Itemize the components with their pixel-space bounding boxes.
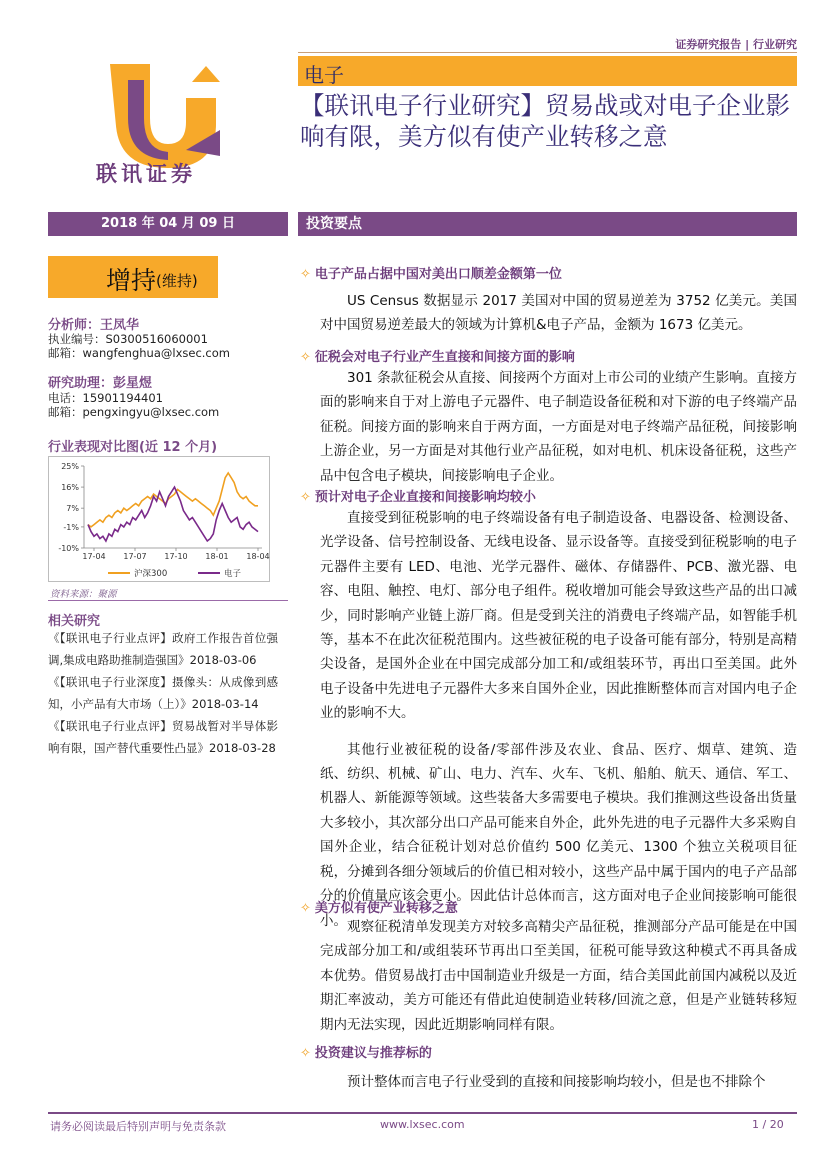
- diamond-icon: ✧: [300, 490, 311, 505]
- rating-sub: (维持): [156, 272, 198, 290]
- analyst-label: 分析师：王凤华: [48, 318, 140, 333]
- related-item[interactable]: 《【联讯电子行业深度】摄像头：从成像到感知，小产品有大市场（上）》2018-03-14: [48, 675, 278, 711]
- section-body: 直接受到征税影响的电子终端设备有电子制造设备、电器设备、检测设备、光学设备、信号控制设备、无线电设备、显示设备等。直接受到征税影响的电子元器件主要有 LED、电池、光学元器件、磁体、存储器件、PCB、激光器、电容、电阻、触控、电灯、部分电子组件。税收增加可能会导致这些产品的出口减少，同时影响产业链上游厂商。但是受到关注的消费电子终端产品，如智能手机等，基本不在此次征税范围内。这些被征税的电子设备可能有部分，特别是高精尖设备，是国外企业在中国完成部分加工和/或组装环节，再出口至美国。此外电子设备中先进电子元器件大多来自国外企业，因此推断整体而言对国内电子企业的影响不大。 其他行业被征税的设备/零部件涉及农业、食品、医疗、烟草、建筑、造纸、纺织、机械、矿山、电力、汽车、火车、飞机、船舶、航天、通信、军工、机器人、新能源等领域。这些装备大多需要电子模块。我们推测这些设备出货量大多较小，其次部分出口产品可能来自外企，此外先进的电子元器件大多采购自国外企业，结合征税计划对总价值约 500 亿美元、1300 个独立关税项目征税，分摊到各细分领域后的价值已相对较小，这些产品中属于国内的电子产品部分的价值量应该会更小。因此估计总体而言，这方面对电子企业间接影响可能很小。: [320, 510, 797, 929]
- footer-rule: [48, 1112, 797, 1114]
- footer-disclaimer[interactable]: 请务必阅读最后特别声明与免责条款: [50, 1120, 226, 1133]
- diamond-icon: ✧: [300, 1046, 311, 1061]
- analyst-cert: 执业编号：S0300516060001: [48, 332, 208, 346]
- diamond-icon: ✧: [300, 350, 311, 365]
- section-heading: ✧ 美方似有使产业转移之意: [300, 901, 458, 916]
- section-heading: ✧ 投资建议与推荐标的: [300, 1046, 432, 1061]
- industry-performance-chart: [48, 456, 270, 582]
- diamond-icon: ✧: [300, 901, 311, 916]
- rating-badge: [48, 256, 218, 298]
- x-tick-label: 18-01: [205, 552, 229, 561]
- x-tick-label: 17-10: [164, 552, 188, 561]
- divider: [48, 600, 288, 601]
- series-line: [88, 473, 258, 527]
- analyst-email[interactable]: 邮箱：wangfenghua@lxsec.com: [48, 346, 230, 360]
- assistant-label: 研究助理：彭星煜: [48, 376, 153, 391]
- report-title: 【联讯电子行业研究】贸易战或对电子企业影响有限，美方似有使产业转移之意: [300, 91, 790, 151]
- section-body: 观察征税清单发现美方对较多高精尖产品征税，推测部分产品可能是在中国完成部分加工和/或组装环节再出口至美国，征税可能导致这种模式不再具备成本优势。借贸易战打击中国制造业升级是一方面，结合美国此前国内减税以及近期汇率波动，美方可能还有借此迫使制造业转移/回流之意，但是产业链转移短期内无法实现，因此近期影响同样有限。: [320, 919, 797, 1033]
- section-body: 301 条款征税会从直接、间接两个方面对上市公司的业绩产生影响。直接方面的影响来自于对上游电子元器件、电子制造设备征税和对下游的电子终端产品征税。间接方面的影响来自于两方面，一方面是对电子终端产品征税，间接影响上游企业，另一方面是对其他行业产品征税，如对电机、机床设备征税，这些产品中包含电子模块，间接影响电子企业。: [320, 370, 797, 484]
- assistant-email[interactable]: 邮箱：pengxingyu@lxsec.com: [48, 405, 220, 419]
- invest-points-header: 投资要点: [298, 212, 797, 236]
- sector-band: [298, 56, 797, 86]
- section-heading: ✧ 预计对电子企业直接和间接影响均较小: [300, 490, 536, 505]
- sector-label: 电子: [304, 63, 344, 87]
- x-tick-label: 17-04: [82, 552, 106, 561]
- x-tick-label: 18-04: [246, 552, 270, 561]
- y-tick-label: -10%: [58, 544, 79, 553]
- related-item[interactable]: 《【联讯电子行业点评】政府工作报告首位强调,集成电路助推制造强国》2018-03-06: [48, 631, 278, 667]
- x-tick-label: 17-07: [123, 552, 147, 561]
- section-body: 预计整体而言电子行业受到的直接和间接影响均较小，但是也不排除个: [347, 1074, 766, 1090]
- section-heading: ✧ 电子产品占据中国对美出口顺差金额第一位: [300, 267, 562, 282]
- report-type-tag: 证券研究报告 | 行业研究: [675, 38, 797, 51]
- legend-label: 电子: [224, 569, 242, 579]
- related-list: [48, 627, 278, 759]
- diamond-icon: ✧: [300, 267, 311, 282]
- y-tick-label: 25%: [61, 462, 79, 471]
- brand-name: 联讯证券: [96, 162, 196, 186]
- y-tick-label: 16%: [61, 483, 79, 493]
- header-rule: [298, 52, 797, 53]
- rating-main: 增持: [106, 266, 157, 295]
- chart-source: 资料来源：聚源: [50, 589, 117, 600]
- assistant-phone: 电话：15901194401: [48, 391, 163, 405]
- chart-heading: 行业表现对比图(近 12 个月): [48, 440, 218, 455]
- related-item[interactable]: 《【联讯电子行业点评】贸易战暂对半导体影响有限，国产替代重要性凸显》2018-03-28: [48, 719, 278, 755]
- section-body: US Census 数据显示 2017 美国对中国的贸易逆差为 3752 亿美元。美国对中国贸易逆差最大的领域为计算机&电子产品，金额为 1673 亿美元。: [320, 293, 797, 334]
- y-tick-label: 7%: [66, 504, 79, 514]
- related-heading: 相关研究: [48, 614, 101, 629]
- legend-label: 沪深300: [134, 569, 168, 579]
- footer-website[interactable]: www.lxsec.com: [380, 1118, 465, 1131]
- y-tick-label: -1%: [63, 522, 79, 532]
- section-heading: ✧ 征税会对电子行业产生直接和间接方面的影响: [300, 350, 575, 365]
- footer-page-number: 1 / 20: [752, 1118, 784, 1131]
- report-date: 2018 年 04 月 09 日: [48, 212, 288, 236]
